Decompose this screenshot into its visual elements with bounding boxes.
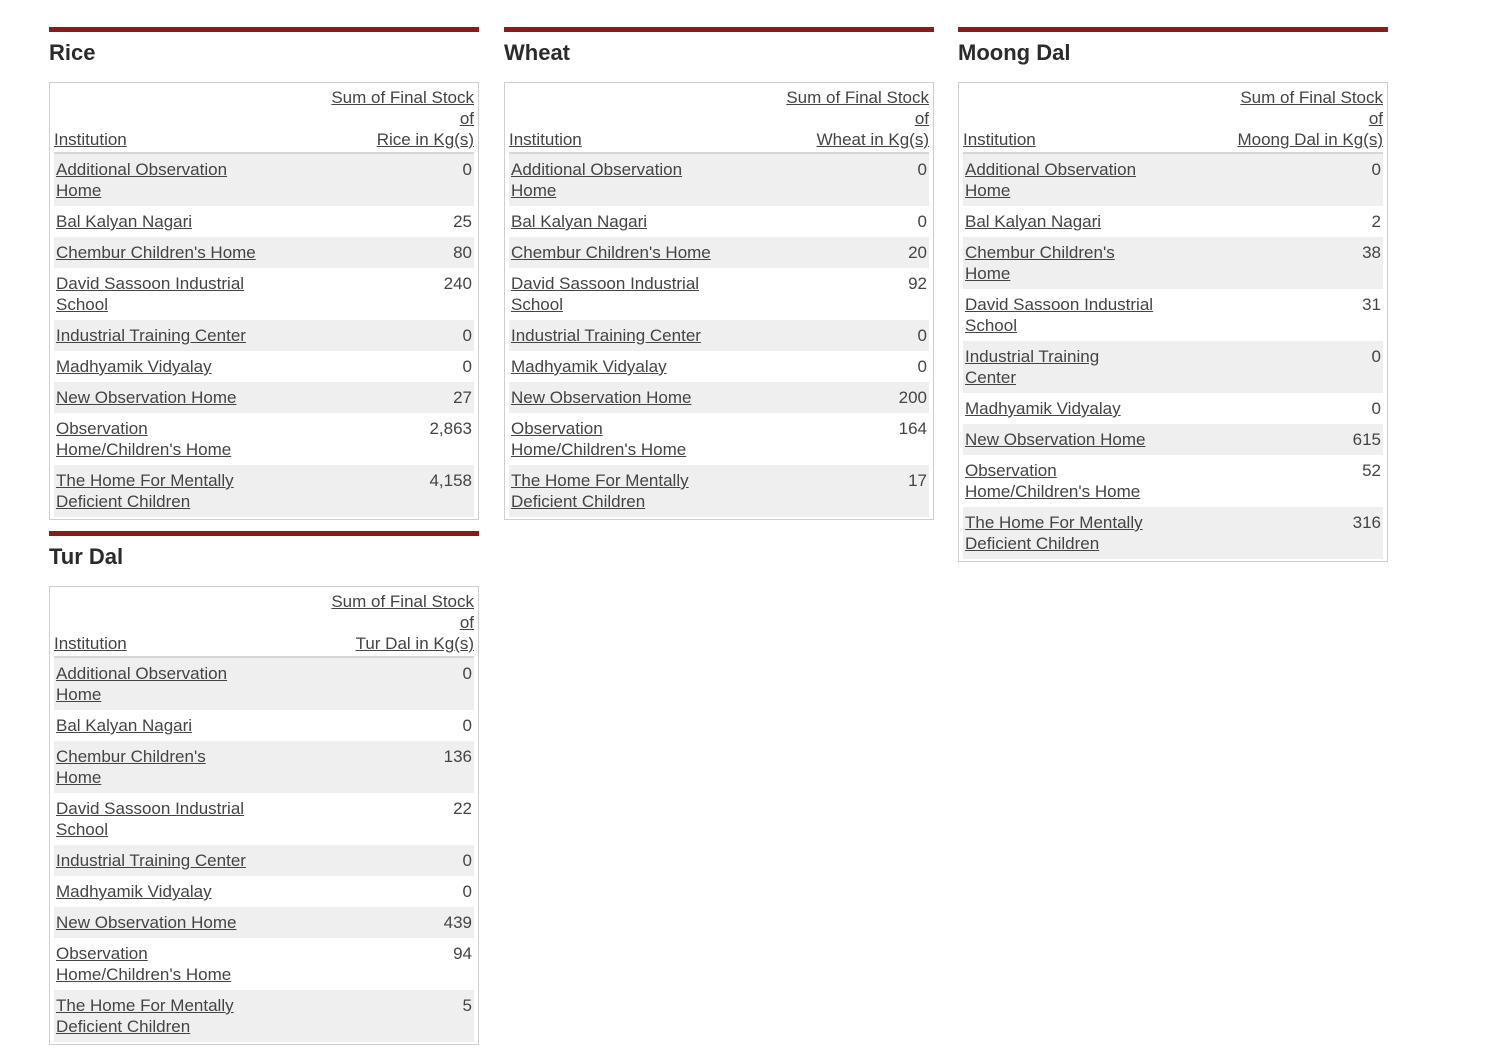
panel-title: Wheat	[504, 40, 570, 65]
panel-rice	[49, 27, 479, 520]
final-stock-value: 38	[1223, 237, 1383, 289]
institution-link[interactable]: Chembur Children's Home	[54, 237, 314, 268]
final-stock-value: 31	[1362, 295, 1381, 314]
institution-link[interactable]: Additional Observation Home	[509, 153, 769, 206]
institution-link[interactable]: Chembur Children's Home	[509, 237, 769, 268]
pivot-table-frame	[958, 82, 1388, 562]
institution-link[interactable]: New Observation Home	[963, 424, 1223, 455]
table-row	[509, 268, 929, 320]
table-row	[54, 710, 474, 741]
final-stock-value: 0	[769, 153, 929, 206]
table-row	[509, 153, 929, 206]
final-stock-value: 27	[314, 382, 474, 413]
final-stock-value: 0	[917, 357, 927, 376]
final-stock-value: 0	[462, 357, 472, 376]
table-row	[54, 268, 474, 320]
final-stock-value: 94	[453, 944, 472, 963]
table-row	[54, 465, 474, 517]
institution-link[interactable]: The Home For Mentally Deficient Children	[54, 465, 314, 517]
table-row	[54, 413, 474, 465]
final-stock-value: 17	[769, 465, 929, 517]
institution-link[interactable]: Bal Kalyan Nagari	[965, 212, 1102, 231]
institution-link[interactable]: Additional Observation Home	[54, 153, 314, 206]
final-stock-value: 0	[1371, 399, 1381, 418]
table-row	[963, 341, 1383, 393]
institution-link[interactable]: Industrial Training Center	[963, 341, 1223, 393]
institution-link[interactable]: David Sassoon Industrial School	[56, 274, 245, 314]
final-stock-value: 92	[908, 274, 927, 293]
institution-link[interactable]: Bal Kalyan Nagari	[511, 212, 648, 231]
institution-link[interactable]: Industrial Training Center	[509, 320, 769, 351]
table-row	[54, 990, 474, 1042]
panel-title: Rice	[49, 40, 96, 65]
table-row	[54, 237, 474, 268]
final-stock-value: 0	[462, 882, 472, 901]
institution-link[interactable]: Madhyamik Vidyalay	[511, 357, 667, 376]
final-stock-value: 439	[314, 907, 474, 938]
table-row	[54, 793, 474, 845]
final-stock-value: 5	[314, 990, 474, 1042]
pivot-table-frame	[49, 82, 479, 520]
final-stock-value: 2	[1371, 212, 1381, 231]
institution-link[interactable]: Bal Kalyan Nagari	[56, 212, 193, 231]
pivot-table-frame	[504, 82, 934, 520]
table-row	[54, 876, 474, 907]
institution-link[interactable]: New Observation Home	[509, 382, 769, 413]
final-stock-value: 20	[769, 237, 929, 268]
pivot-table	[54, 589, 474, 1042]
column-header-final-stock[interactable]: Sum of Final Stock of Rice in Kg(s)	[314, 85, 474, 153]
panel-tur-dal	[49, 531, 479, 1045]
final-stock-value: 240	[443, 274, 472, 293]
column-header-final-stock[interactable]: Sum of Final Stock of Wheat in Kg(s)	[769, 85, 929, 153]
panel-accent-bar	[958, 27, 1388, 32]
final-stock-value: 22	[453, 799, 472, 818]
panel-title: Tur Dal	[49, 544, 124, 569]
pivot-table	[509, 85, 929, 517]
table-row	[963, 424, 1383, 455]
institution-link[interactable]: David Sassoon Industrial School	[56, 799, 245, 839]
panel-moong-dal	[958, 27, 1388, 562]
institution-link[interactable]: Observation Home/Children's Home	[56, 419, 232, 459]
table-row	[509, 382, 929, 413]
institution-link[interactable]: The Home For Mentally Deficient Children	[509, 465, 769, 517]
table-row	[54, 351, 474, 382]
institution-link[interactable]: Industrial Training Center	[54, 845, 314, 876]
institution-link[interactable]: David Sassoon Industrial School	[965, 295, 1154, 335]
institution-link[interactable]: Bal Kalyan Nagari	[56, 716, 193, 735]
institution-link[interactable]: Observation Home/Children's Home	[965, 461, 1141, 501]
column-header-institution[interactable]: Institution	[509, 85, 769, 153]
final-stock-value: 0	[314, 657, 474, 710]
final-stock-value: 4,158	[314, 465, 474, 517]
table-row	[509, 237, 929, 268]
table-row	[963, 206, 1383, 237]
final-stock-value: 316	[1223, 507, 1383, 559]
table-row	[963, 507, 1383, 559]
final-stock-value: 25	[453, 212, 472, 231]
table-row	[509, 320, 929, 351]
final-stock-value: 0	[314, 845, 474, 876]
table-row	[509, 351, 929, 382]
final-stock-value: 0	[917, 212, 927, 231]
table-row	[963, 455, 1383, 507]
pivot-table	[54, 85, 474, 517]
table-row	[54, 938, 474, 990]
final-stock-value: 136	[314, 741, 474, 793]
column-header-final-stock[interactable]: Sum of Final Stock of Tur Dal in Kg(s)	[314, 589, 474, 657]
table-row	[963, 237, 1383, 289]
final-stock-value: 0	[769, 320, 929, 351]
panel-title: Moong Dal	[958, 40, 1071, 65]
final-stock-value: 0	[462, 716, 472, 735]
panel-accent-bar	[49, 531, 479, 536]
table-row	[54, 845, 474, 876]
institution-link[interactable]: The Home For Mentally Deficient Children	[54, 990, 314, 1042]
table-row	[54, 206, 474, 237]
final-stock-value: 0	[314, 153, 474, 206]
panel-accent-bar	[49, 27, 479, 32]
institution-link[interactable]: Madhyamik Vidyalay	[56, 882, 212, 901]
table-row	[509, 413, 929, 465]
final-stock-value: 200	[769, 382, 929, 413]
final-stock-value: 0	[314, 320, 474, 351]
table-row	[54, 320, 474, 351]
final-stock-value: 0	[1223, 341, 1383, 393]
final-stock-value: 164	[898, 419, 927, 438]
institution-link[interactable]: The Home For Mentally Deficient Children	[963, 507, 1223, 559]
final-stock-value: 52	[1362, 461, 1381, 480]
institution-link[interactable]: New Observation Home	[54, 907, 314, 938]
column-header-institution[interactable]: Institution	[54, 85, 314, 153]
institution-link[interactable]: Observation Home/Children's Home	[56, 944, 232, 984]
table-row	[963, 393, 1383, 424]
table-row	[54, 907, 474, 938]
institution-link[interactable]: Madhyamik Vidyalay	[965, 399, 1121, 418]
panel-accent-bar	[504, 27, 934, 32]
table-row	[963, 289, 1383, 341]
pivot-table-frame	[49, 586, 479, 1045]
table-row	[963, 153, 1383, 206]
institution-link[interactable]: Additional Observation Home	[963, 153, 1223, 206]
institution-link[interactable]: Observation Home/Children's Home	[511, 419, 687, 459]
table-row	[54, 741, 474, 793]
panel-wheat	[504, 27, 934, 520]
institution-link[interactable]: Industrial Training Center	[54, 320, 314, 351]
final-stock-value: 80	[314, 237, 474, 268]
column-header-final-stock[interactable]: Sum of Final Stock of Moong Dal in Kg(s)	[1223, 85, 1383, 153]
table-row	[54, 382, 474, 413]
table-row	[509, 465, 929, 517]
institution-link[interactable]: Additional Observation Home	[54, 657, 314, 710]
institution-link[interactable]: Chembur Children's Home	[963, 237, 1223, 289]
final-stock-value: 0	[1223, 153, 1383, 206]
column-header-institution[interactable]: Institution	[963, 85, 1223, 153]
final-stock-value: 2,863	[429, 419, 472, 438]
table-row	[509, 206, 929, 237]
institution-link[interactable]: David Sassoon Industrial School	[511, 274, 700, 314]
institution-link[interactable]: Madhyamik Vidyalay	[56, 357, 212, 376]
column-header-institution[interactable]: Institution	[54, 589, 314, 657]
final-stock-value: 615	[1223, 424, 1383, 455]
institution-link[interactable]: Chembur Children's Home	[54, 741, 314, 793]
table-row	[54, 657, 474, 710]
table-row	[54, 153, 474, 206]
pivot-table	[963, 85, 1383, 559]
institution-link[interactable]: New Observation Home	[54, 382, 314, 413]
